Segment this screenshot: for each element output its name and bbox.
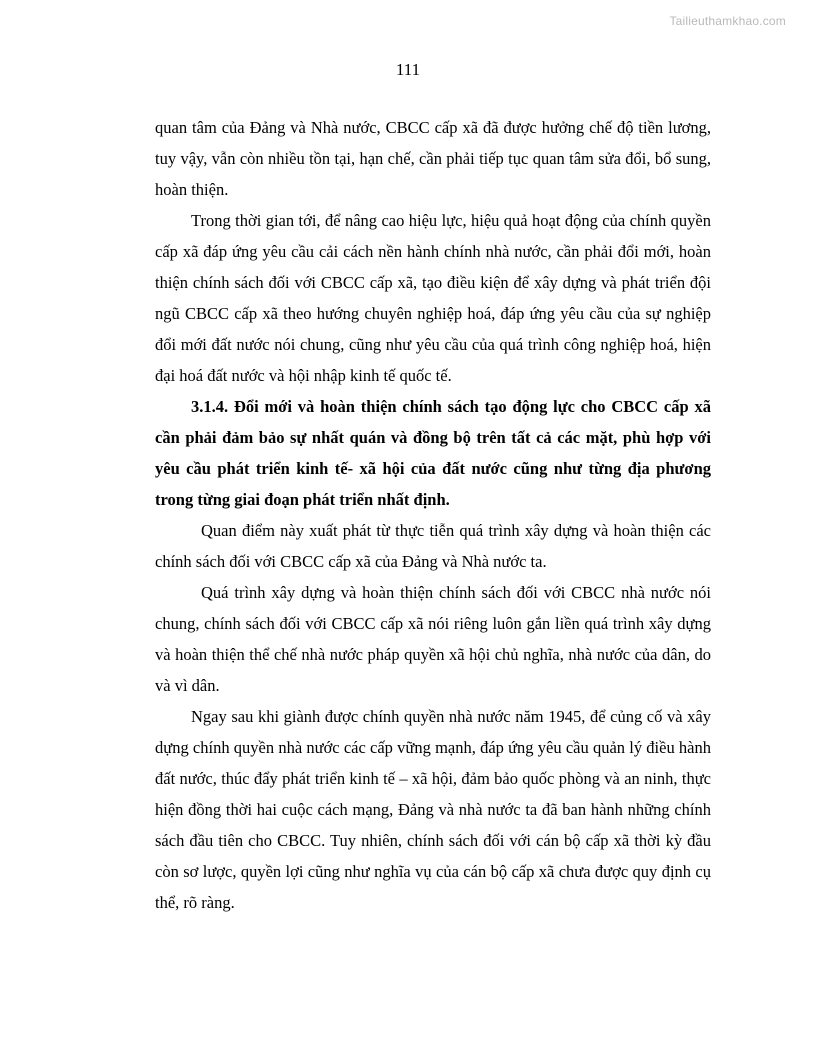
paragraph-history-1945: Ngay sau khi giành được chính quyền nhà nước năm 1945, để củng cố và xây dựng chính quyền nhà nước các cấp vững mạnh, đáp ứng yêu cầu quản lý điều hành đất nước, thúc đẩy phát triển kinh tế – xã hội, đảm bảo quốc phòng và an ninh, thực hiện đồng thời hai cuộc cách mạng, Đảng và nhà nước ta đã ban hành những chính sách đầu tiên cho CBCC. Tuy nhiên, chính sách đối với cán bộ cấp xã thời kỳ đầu còn sơ lược, quyền lợi cũng như nghĩa vụ của cán bộ cấp xã chưa được quy định cụ thể, rõ ràng. bbox=[155, 707, 711, 912]
paragraph-viewpoint-origin: Quan điểm này xuất phát từ thực tiễn quá trình xây dựng và hoàn thiện các chính sách đối với CBCC cấp xã của Đảng và Nhà nước ta. bbox=[155, 521, 711, 571]
watermark-text: Tailieuthamkhao.com bbox=[669, 14, 786, 28]
paragraph-continued: quan tâm của Đảng và Nhà nước, CBCC cấp xã đã được hưởng chế độ tiền lương, tuy vậy, vẫn còn nhiều tồn tại, hạn chế, cần phải tiếp tục quan tâm sửa đổi, bổ sung, hoàn thiện. bbox=[155, 118, 711, 199]
page-body bbox=[155, 112, 711, 918]
page-number: 111 bbox=[395, 60, 421, 79]
section-heading-3-1-4: 3.1.4. Đổi mới và hoàn thiện chính sách tạo động lực cho CBCC cấp xã cần phải đảm bảo sự nhất quán và đồng bộ trên tất cả các mặt, phù hợp với yêu cầu phát triển kinh tế- xã hội của đất nước cũng như từng địa phương trong từng giai đoạn phát triển nhất định. bbox=[155, 397, 711, 509]
paragraph-policy-renewal: Trong thời gian tới, để nâng cao hiệu lực, hiệu quả hoạt động của chính quyền cấp xã đáp ứng yêu cầu cải cách nền hành chính nhà nước, cần phải đổi mới, hoàn thiện chính sách đối với CBCC cấp xã, tạo điều kiện để xây dựng và phát triển đội ngũ CBCC cấp xã theo hướng chuyên nghiệp hoá, đáp ứng yêu cầu của sự nghiệp đổi mới đất nước nói chung, cũng như yêu cầu của quá trình công nghiệp hoá, hiện đại hoá đất nước và hội nhập kinh tế quốc tế. bbox=[155, 211, 711, 385]
paragraph-process-building: Quá trình xây dựng và hoàn thiện chính sách đối với CBCC nhà nước nói chung, chính sách đối với CBCC cấp xã nói riêng luôn gắn liền quá trình xây dựng và hoàn thiện thể chế nhà nước pháp quyền xã hội chủ nghĩa, nhà nước của dân, do và vì dân. bbox=[155, 583, 711, 695]
